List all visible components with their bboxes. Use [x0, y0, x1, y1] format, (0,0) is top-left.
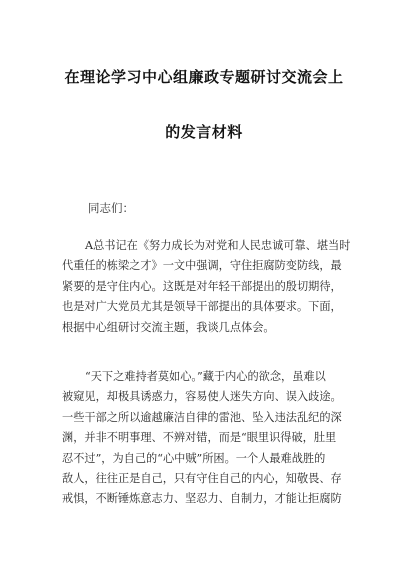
paragraph-2 [62, 367, 350, 510]
paragraph-1 [62, 236, 350, 338]
paragraph-2-line-2: 被窥见，却极具诱惑力，容易使人迷失方向、误入歧途。 [62, 390, 342, 404]
paragraph-2-line-5: 忍不过”，为自己的“心中贼”所困。一个人最难战胜的 [62, 451, 326, 465]
paragraph-1-line-1: A总书记在《努力成长为对党和人民忠诚可靠、堪当时 [85, 239, 350, 252]
paragraph-2-line-4: 渊，并非不明事理、不辨对错，而是“眼里识得破，肚里 [62, 431, 337, 445]
paragraph-2-line-7: 戒惧，不断锤炼意志力、坚忍力、自制力，才能让拒腐防 [62, 492, 342, 506]
document-title-line-1: 在理论学习中心组廉政专题研讨交流会上 [64, 68, 344, 86]
greeting: 同志们： [88, 201, 134, 215]
paragraph-2-line-6: 敌人，往往正是自己，只有守住自己的内心，知敬畏、存 [62, 471, 342, 485]
paragraph-2-line-3: 一些干部之所以逾越廉洁自律的雷池、坠入违法乱纪的深 [62, 410, 342, 424]
paragraph-1-line-4: 也是对广大党员尤其是领导干部提出的具体要求。下面， [62, 300, 342, 314]
paragraph-2-line-1: “天下之难持者莫如心。”藏于内心的欲念，虽难以 [85, 370, 326, 383]
document-title-line-2: 的发言材料 [165, 123, 243, 141]
paragraph-1-line-2: 代重任的栋梁之才》一文中强调，守住拒腐防变防线，最 [62, 259, 342, 273]
paragraph-1-line-5: 根据中心组研讨交流主题，我谈几点体会。 [62, 320, 275, 334]
paragraph-1-line-3: 紧要的是守住内心。这既是对年轻干部提出的殷切期待， [62, 279, 342, 293]
